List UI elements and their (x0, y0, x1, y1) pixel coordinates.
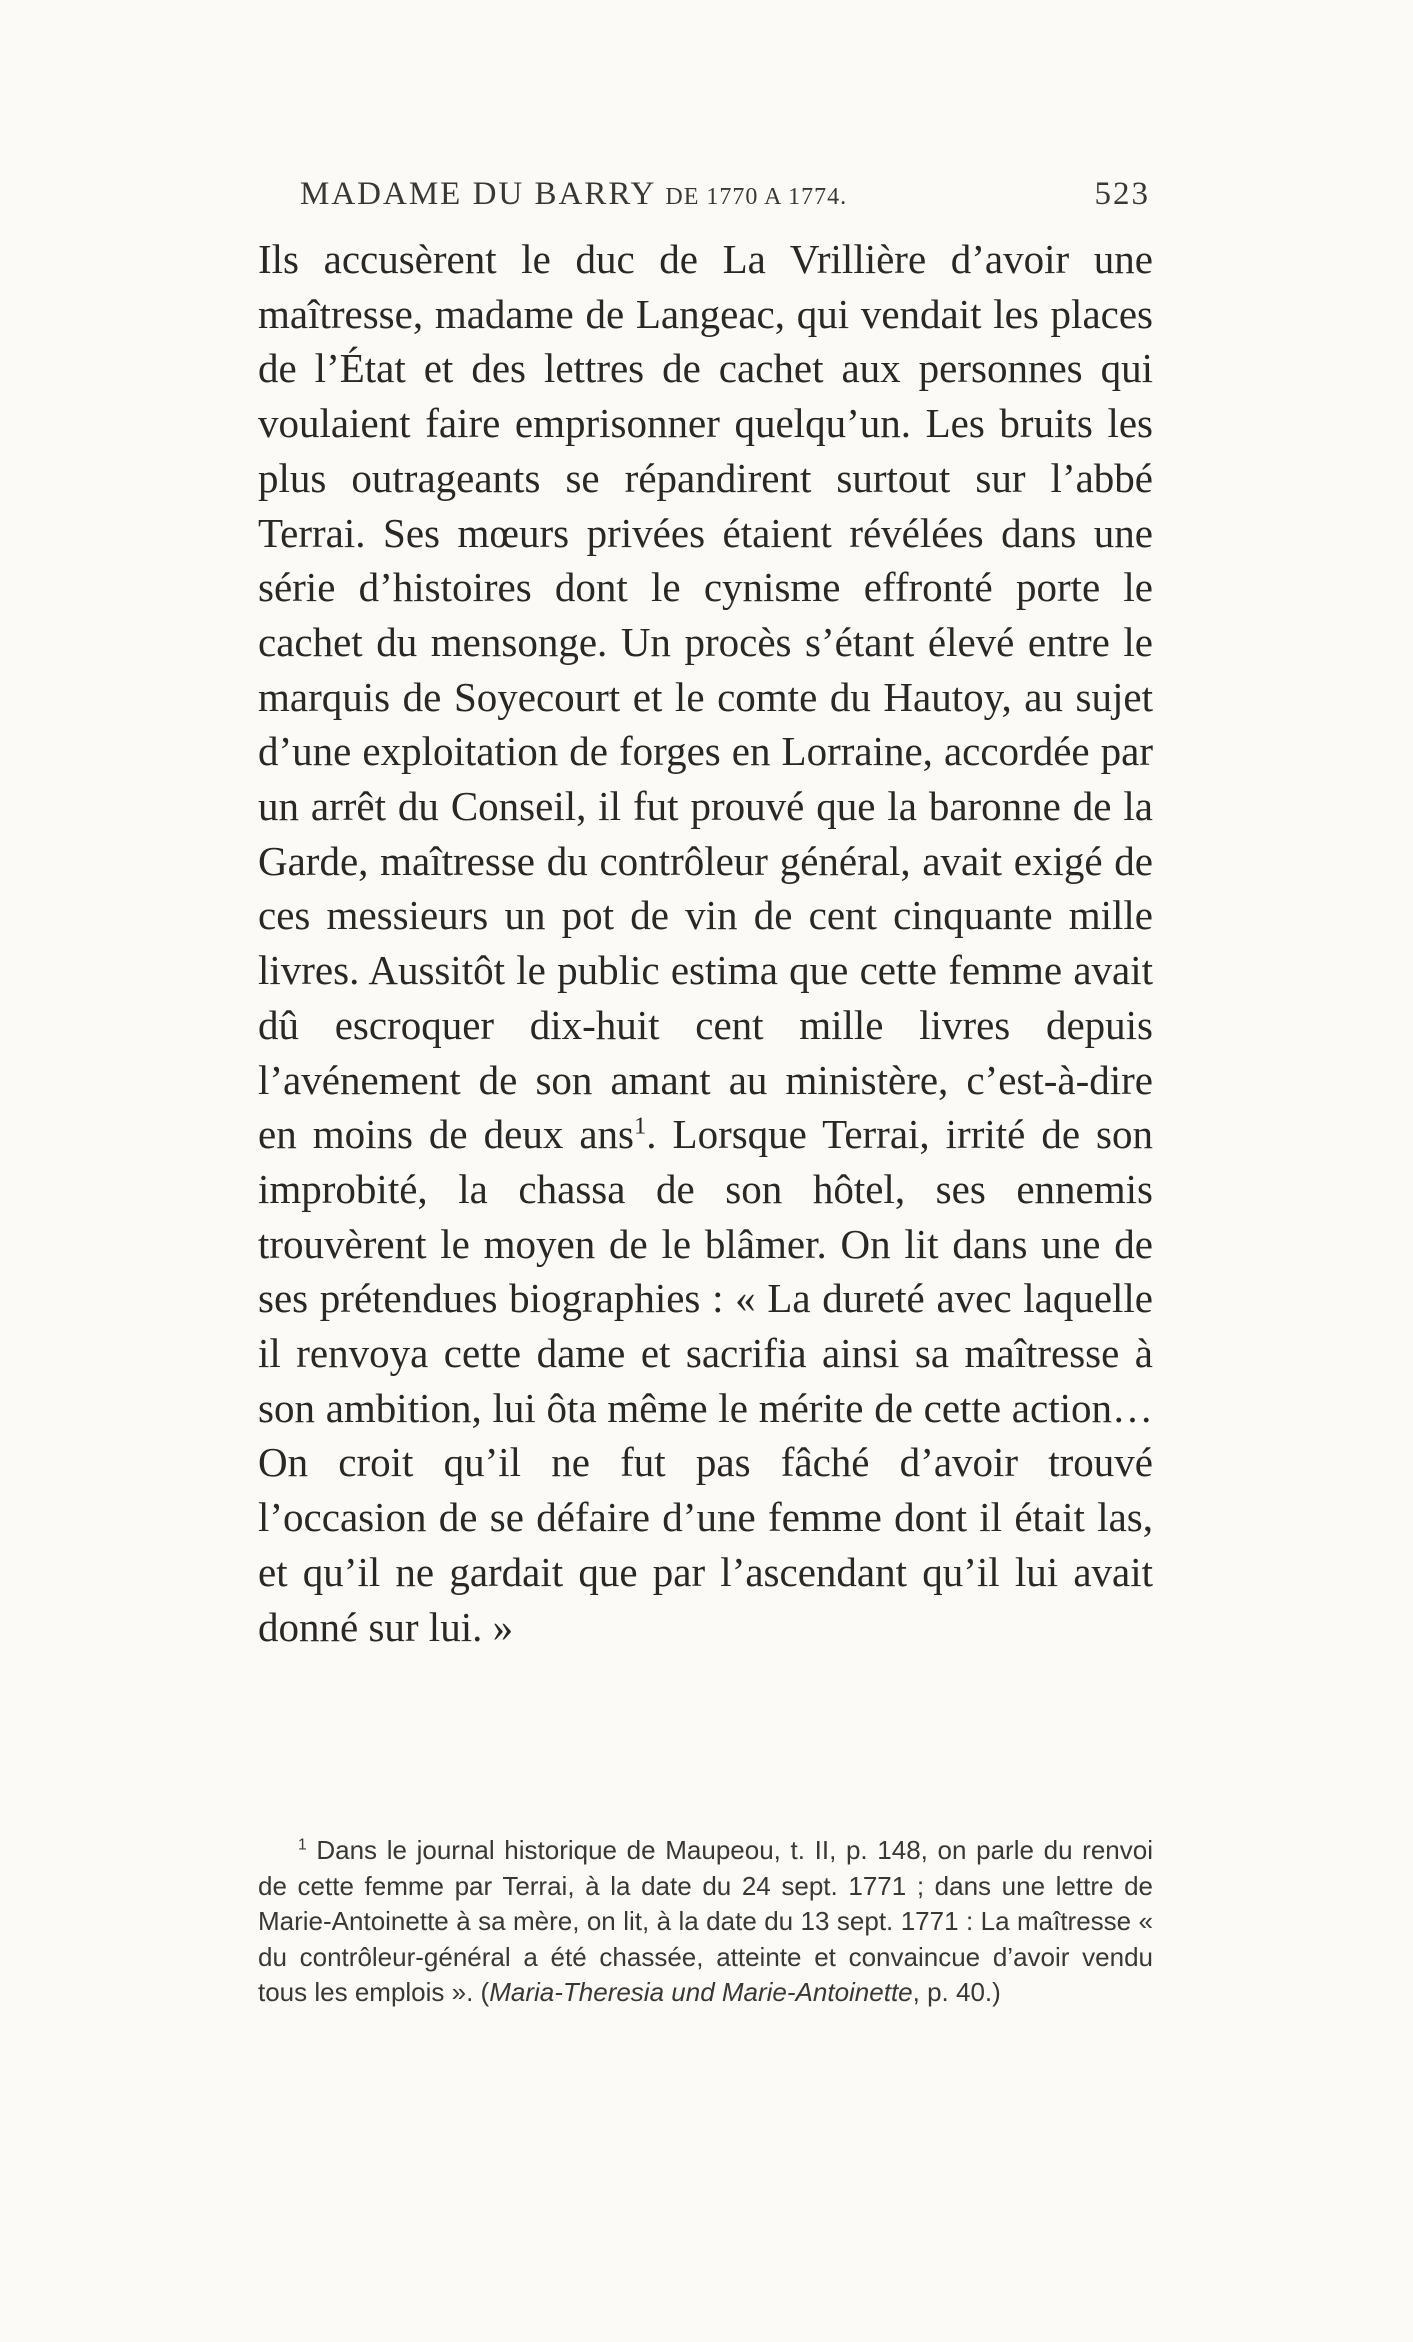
running-header (300, 176, 1150, 220)
footnote-marker: 1 (298, 1836, 307, 1854)
paragraph (258, 232, 1153, 1654)
footnote-paragraph (258, 1833, 1153, 2011)
running-title: MADAME DU BARRY (300, 176, 656, 212)
text-before-note: Ils accusèrent le duc de La Vrillière d’avoir une maîtresse, madame de Langeac, qui vendait les places de l’État et des lettres de cachet aux personnes qui voulaient faire emprisonner quelqu’un. Les bruits les plus outrageants se répandirent surtout sur l’abbé Terrai. Ses mœurs privées étaient révélées dans une série d’histoires dont le cynisme effronté porte le cachet du mensonge. Un procès s’étant élevé entre le marquis de Soyecourt et le comte du Hautoy, au sujet d’une exploitation de forges en Lorraine, accordée par un arrêt du Conseil, il fut prouvé que la baronne de la Garde, maîtresse du contrôleur général, avait exigé de ces messieurs un pot de vin de cent cinquante mille livres. Aussitôt le public estima que cette femme avait dû escroquer dix-huit cent mille livres depuis l’avénement de son amant au ministère, c’est-à-dire en moins de deux ans (258, 236, 1153, 1158)
text-after-note: . Lorsque Terrai, irrité de son improbité, la chassa de son hôtel, ses ennemis trouvèrent le moyen de le blâmer. On lit dans une de ses prétendues biographies : « La dureté avec laquelle il renvoya cette dame et sacrifia ainsi sa maîtresse à son ambition, lui ôta même le mérite de cette action… On croit qu’il ne fut pas fâché d’avoir trouvé l’occasion de se défaire d’une femme dont il était las, et qu’il ne gardait que par l’ascendant qu’il lui avait donné sur lui. » (258, 1111, 1153, 1650)
running-title-line (300, 176, 847, 213)
footnote-reference: 1 (633, 1112, 647, 1140)
page-number: 523 (1094, 176, 1150, 212)
footnote-text: Dans le journal historique de Maupeou, t. II, p. 148, on parle du renvoi de cette femme par Terrai, à la date du 24 sept. 1771 ; dans une lettre de Marie-Antoinette à sa mère, on lit, à la date du 13 sept. 1771 : La maîtresse « du contrôleur-général a été chassée, atteinte et convaincue d’avoir vendu tous les emplois ». ( (258, 1835, 1153, 2007)
footnote-citation-title: Maria-Theresia und Marie-Antoinette (489, 1977, 913, 2007)
date-range: DE 1770 A 1774. (665, 184, 848, 210)
footnote-text-end: , p. 40.) (912, 1977, 1001, 2007)
footnote (258, 1833, 1153, 2011)
main-text (258, 232, 1153, 1654)
